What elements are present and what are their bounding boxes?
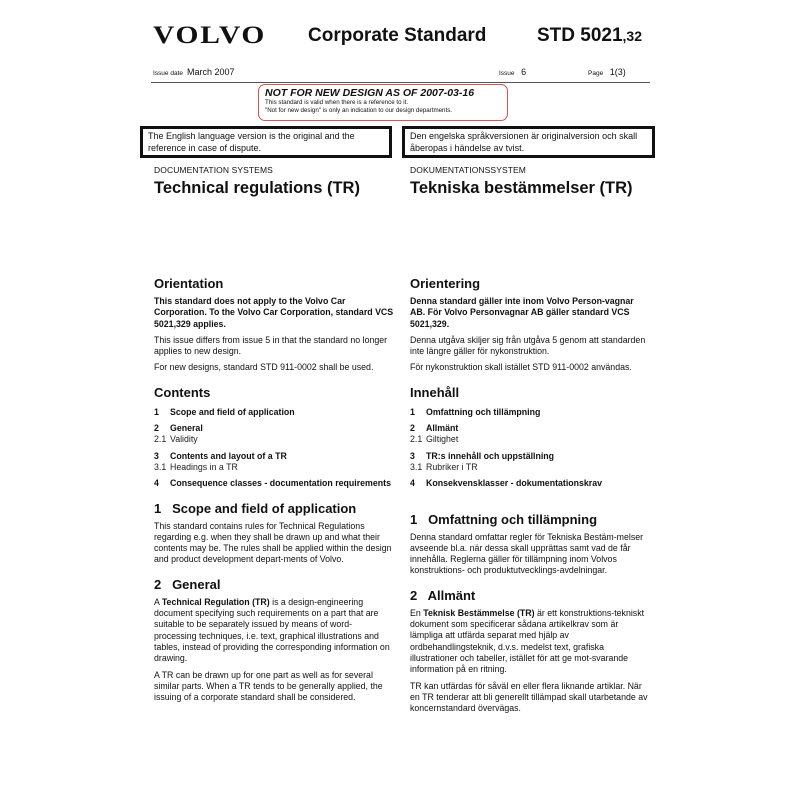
toc-item[interactable] bbox=[154, 462, 394, 473]
paragraph: This issue differs from issue 5 in that the standard no longer applies to new design. bbox=[154, 334, 388, 357]
toc-item[interactable] bbox=[154, 434, 394, 445]
language-notice-en: The English language version is the original and the reference in case of dispute. bbox=[140, 126, 392, 158]
table-of-contents bbox=[154, 407, 394, 490]
toc-label: Rubriker i TR bbox=[426, 461, 478, 472]
toc-label: Konsekvensklasser - dokumentationskrav bbox=[426, 478, 603, 489]
toc-number: 2 bbox=[154, 423, 159, 434]
toc-item[interactable] bbox=[154, 478, 394, 489]
paragraph bbox=[410, 608, 650, 676]
document-type: Corporate Standard bbox=[308, 25, 487, 46]
section-heading: Innehåll bbox=[410, 384, 460, 400]
toc-label: Giltighet bbox=[426, 434, 459, 445]
issue-number bbox=[499, 67, 526, 77]
language-notice-sv: Den engelska språkversionen är originalversion och skall åberopas i händelse av tvist. bbox=[402, 126, 655, 158]
stamp-title: NOT FOR NEW DESIGN AS OF 2007-03-16 bbox=[265, 87, 475, 99]
issue-date-value: March 2007 bbox=[187, 67, 235, 77]
issue-date-label: Issue date bbox=[153, 70, 183, 77]
toc-number: 2.1 bbox=[410, 434, 423, 445]
toc-label: Consequence classes - documentation requirements bbox=[170, 478, 391, 489]
section-heading: Orientering bbox=[410, 276, 481, 291]
toc-item[interactable] bbox=[410, 407, 650, 418]
paragraph: This standard does not apply to the Volvo Car Corporation. To the Volvo Car Corporation, standard VCS 5021,329 applies. bbox=[154, 296, 394, 329]
paragraph: För nykonstruktion skall istället STD 911-0002 användas. bbox=[410, 362, 632, 373]
paragraph: TR kan utfärdas för såväl en eller flera liknande artiklar. När en TR tenderar att bli generellt tillämpad skall utarbetande av koncernstandard övervägas. bbox=[410, 680, 648, 714]
toc-item[interactable] bbox=[154, 451, 394, 462]
toc-number: 3.1 bbox=[154, 461, 167, 472]
scope-section bbox=[154, 501, 394, 566]
toc-label: Contents and layout of a TR bbox=[170, 450, 287, 461]
toc-item[interactable] bbox=[410, 478, 650, 489]
paragraph: A TR can be drawn up for one part as well as for several similar parts. When a TR tends to be generally applied, the issuing of a corporate standard shall be considered. bbox=[154, 669, 383, 703]
contents-section bbox=[154, 385, 394, 490]
standard-number-suffix: ,32 bbox=[622, 28, 643, 44]
orientation-section bbox=[410, 276, 650, 374]
general-section bbox=[154, 577, 394, 704]
issue-value: 6 bbox=[521, 67, 527, 77]
toc-label: Scope and field of application bbox=[170, 406, 295, 417]
toc-item[interactable] bbox=[410, 434, 650, 445]
toc-number: 2.1 bbox=[154, 434, 167, 445]
section-heading: 1 Scope and field of application bbox=[154, 500, 357, 516]
paragraph: This standard contains rules for Technical Regulations regarding e.g. when they shall be drawn up and what their contents may be. The rules shall be applied within the design and product development depart-ments of Volvo. bbox=[154, 520, 392, 565]
toc-item[interactable] bbox=[154, 423, 394, 434]
toc-number: 4 bbox=[410, 478, 415, 489]
page-number bbox=[588, 67, 626, 77]
text: En bbox=[410, 607, 424, 618]
section-heading: 2 General bbox=[154, 576, 221, 592]
paragraph bbox=[154, 597, 394, 665]
paragraph: Denna standard gäller inte inom Volvo Person-vagnar AB. För Volvo Personvagnar AB gäller standard VCS 5021,329. bbox=[410, 296, 634, 329]
toc-number: 1 bbox=[410, 406, 415, 417]
toc-number: 4 bbox=[154, 478, 159, 489]
issue-label: Issue bbox=[499, 70, 515, 77]
term-bold: Technical Regulation (TR) bbox=[161, 596, 270, 607]
page-value: 1(3) bbox=[609, 67, 626, 77]
table-of-contents bbox=[410, 407, 650, 490]
scope-section bbox=[410, 512, 650, 577]
document-title: Technical regulations (TR) bbox=[154, 179, 360, 197]
issue-date bbox=[153, 67, 235, 77]
category-label: DOKUMENTATIONSSYSTEM bbox=[410, 165, 526, 175]
toc-number: 3.1 bbox=[410, 461, 423, 472]
swedish-column bbox=[410, 165, 650, 714]
section-heading: 2 Allmänt bbox=[410, 587, 476, 603]
toc-number: 3 bbox=[410, 450, 415, 461]
toc-item[interactable] bbox=[410, 423, 650, 434]
text: är ett konstruktions-tekniskt dokument som specificerar sådana artikelkrav som är lämpliga att utfärda separat med hjälp av ordbehandlingsteknik, d.v.s. medelst text, grafiska illustrationer och tabeller, istället för att ge mot-svarande information på en ritning. bbox=[410, 607, 645, 675]
contents-section bbox=[410, 385, 650, 490]
toc-item[interactable] bbox=[154, 407, 394, 418]
toc-number: 3 bbox=[154, 450, 159, 461]
document-title: Tekniska bestämmelser (TR) bbox=[410, 179, 633, 197]
toc-label: Headings in a TR bbox=[170, 461, 238, 472]
toc-number: 1 bbox=[154, 406, 159, 417]
orientation-section bbox=[154, 276, 394, 374]
standard-number bbox=[537, 25, 642, 47]
general-section bbox=[410, 588, 650, 715]
text: is a design-engineering document specifying such requirements on a part that are suitable to be separately issued by means of word-processing techniques, i.e. text, graphical illustrations and tables, instead of providing the corresponding information on drawing. bbox=[154, 596, 390, 664]
toc-label: Validity bbox=[170, 434, 198, 445]
stamp-line-1: This standard is valid when there is a reference to it. bbox=[265, 99, 409, 106]
standard-number-main: STD 5021 bbox=[537, 25, 623, 46]
header-divider bbox=[151, 82, 650, 83]
paragraph: For new designs, standard STD 911-0002 shall be used. bbox=[154, 362, 374, 373]
category-label: DOCUMENTATION SYSTEMS bbox=[154, 165, 273, 175]
paragraph: Denna utgåva skiljer sig från utgåva 5 genom att standarden inte längre gäller för nykonstruktion. bbox=[410, 334, 646, 357]
toc-label: General bbox=[170, 423, 203, 434]
toc-label: Allmänt bbox=[426, 423, 459, 434]
toc-number: 2 bbox=[410, 423, 415, 434]
toc-item[interactable] bbox=[410, 462, 650, 473]
text: A bbox=[154, 596, 162, 607]
section-heading: 1 Omfattning och tillämpning bbox=[410, 511, 598, 527]
volvo-logo: VOLVO bbox=[153, 22, 267, 49]
term-bold: Teknisk Bestämmelse (TR) bbox=[423, 607, 535, 618]
toc-item[interactable] bbox=[410, 451, 650, 462]
not-for-new-design-stamp bbox=[258, 84, 508, 121]
english-column bbox=[154, 165, 394, 703]
stamp-line-2: "Not for new design" is only an indication to our design departments. bbox=[265, 106, 453, 114]
paragraph: Denna standard omfattar regler för Tekniska Bestäm-melser avseende bl.a. när dessa skall upprättas samt vad de får innehålla. Reglerna gäller för tillämpning inom Volvos konstruktions- och produktutvecklings-avdelningar. bbox=[410, 531, 644, 576]
section-heading: Contents bbox=[154, 384, 211, 400]
toc-label: Omfattning och tillämpning bbox=[426, 406, 541, 417]
toc-label: TR:s innehåll och uppställning bbox=[426, 450, 555, 461]
page-label: Page bbox=[588, 70, 604, 77]
section-heading: Orientation bbox=[154, 276, 224, 291]
